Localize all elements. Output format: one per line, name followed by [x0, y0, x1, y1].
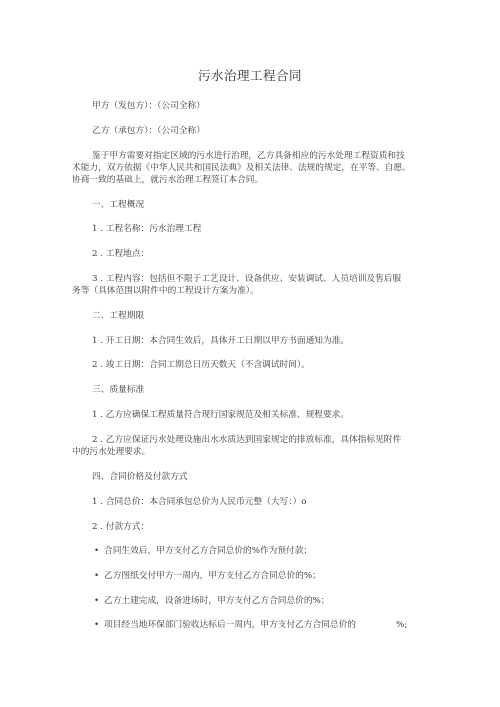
bullet-marker: • [94, 620, 100, 630]
payment-bullet [94, 545, 312, 558]
preamble-line-2: 术能力，双方依据《中华人民共和国民法典》及相关法律、法规的规定，在平等、自愿、 [72, 163, 411, 173]
section-1-item-3-line-1: 3 . 工程内容：包括但不限于工艺设计、设备供应、安装调试、人员培训及售后服 [92, 274, 402, 284]
payment-bullet-text: 乙方土建完成，设备进场时，甲方支付乙方合同总价的%； [104, 596, 330, 606]
section-3-item-2-line-1: 2 . 乙方应保证污水处理设施出水水质达到国家规定的排放标准，具体指标见附件 [92, 435, 402, 445]
section-2-item-1: 1 . 开工日期：本合同生效后，具体开工日期以甲方书面通知为准。 [92, 336, 350, 346]
section-3-item-2-line-2: 中的污水处理要求。 [72, 447, 151, 457]
section-1-item-3-line-2: 务等（具体范围以附件中的工程设计方案为准）。 [72, 286, 259, 296]
payment-bullet [94, 619, 407, 632]
payment-bullet [94, 595, 329, 608]
section-2-heading: 二、工程期限 [92, 311, 145, 321]
bullet-marker: • [94, 571, 100, 581]
document-title: 污水治理工程合同 [197, 68, 302, 83]
section-2-item-2: 2 . 竣工日期：合同工期总日历天数天（不含调试时间）。 [92, 360, 310, 370]
preamble-line-3: 协商一致的基础上，就污水治理工程签订本合同。 [72, 175, 264, 185]
payment-bullet-text: 项目经当地环保部门验收达标后一周内，甲方支付乙方合同总价的 [104, 620, 356, 630]
section-4-item-1: 1 . 合同总价：本合同承包总价为人民币元整（大写：）o [92, 497, 307, 507]
section-3-item-1: 1 . 乙方应确保工程质量符合现行国家规范及相关标准、规程要求。 [92, 410, 350, 420]
section-3-heading: 三、质量标准 [92, 385, 145, 395]
section-4-heading: 四、合同价格及付款方式 [92, 472, 188, 482]
party-b: 乙方（承包方）：（公司全称） [92, 126, 205, 136]
party-a: 甲方（发包方）：（公司全称） [92, 101, 205, 111]
section-1-heading: 一、工程概况 [92, 200, 145, 210]
payment-bullet-tail: %; [395, 620, 408, 630]
preamble-line-1: 鉴于甲方需要对指定区域的污水进行治理，乙方具备相应的污水处理工程资质和技 [92, 151, 405, 161]
payment-bullet-text: 合同生效后，甲方支付乙方合同总价的%作为预付款； [104, 546, 313, 556]
bullet-marker: • [94, 596, 100, 606]
payment-bullet [94, 570, 321, 583]
section-1-item-2: 2 . 工程地点： [92, 249, 150, 259]
section-4-item-2: 2 . 付款方式： [92, 522, 150, 532]
payment-bullet-text: 乙方图纸交付甲方一周内，甲方支付乙方合同总价的%； [104, 571, 321, 581]
section-1-item-1: 1 . 工程名称：污水治理工程 [92, 224, 202, 234]
bullet-marker: • [94, 546, 100, 556]
